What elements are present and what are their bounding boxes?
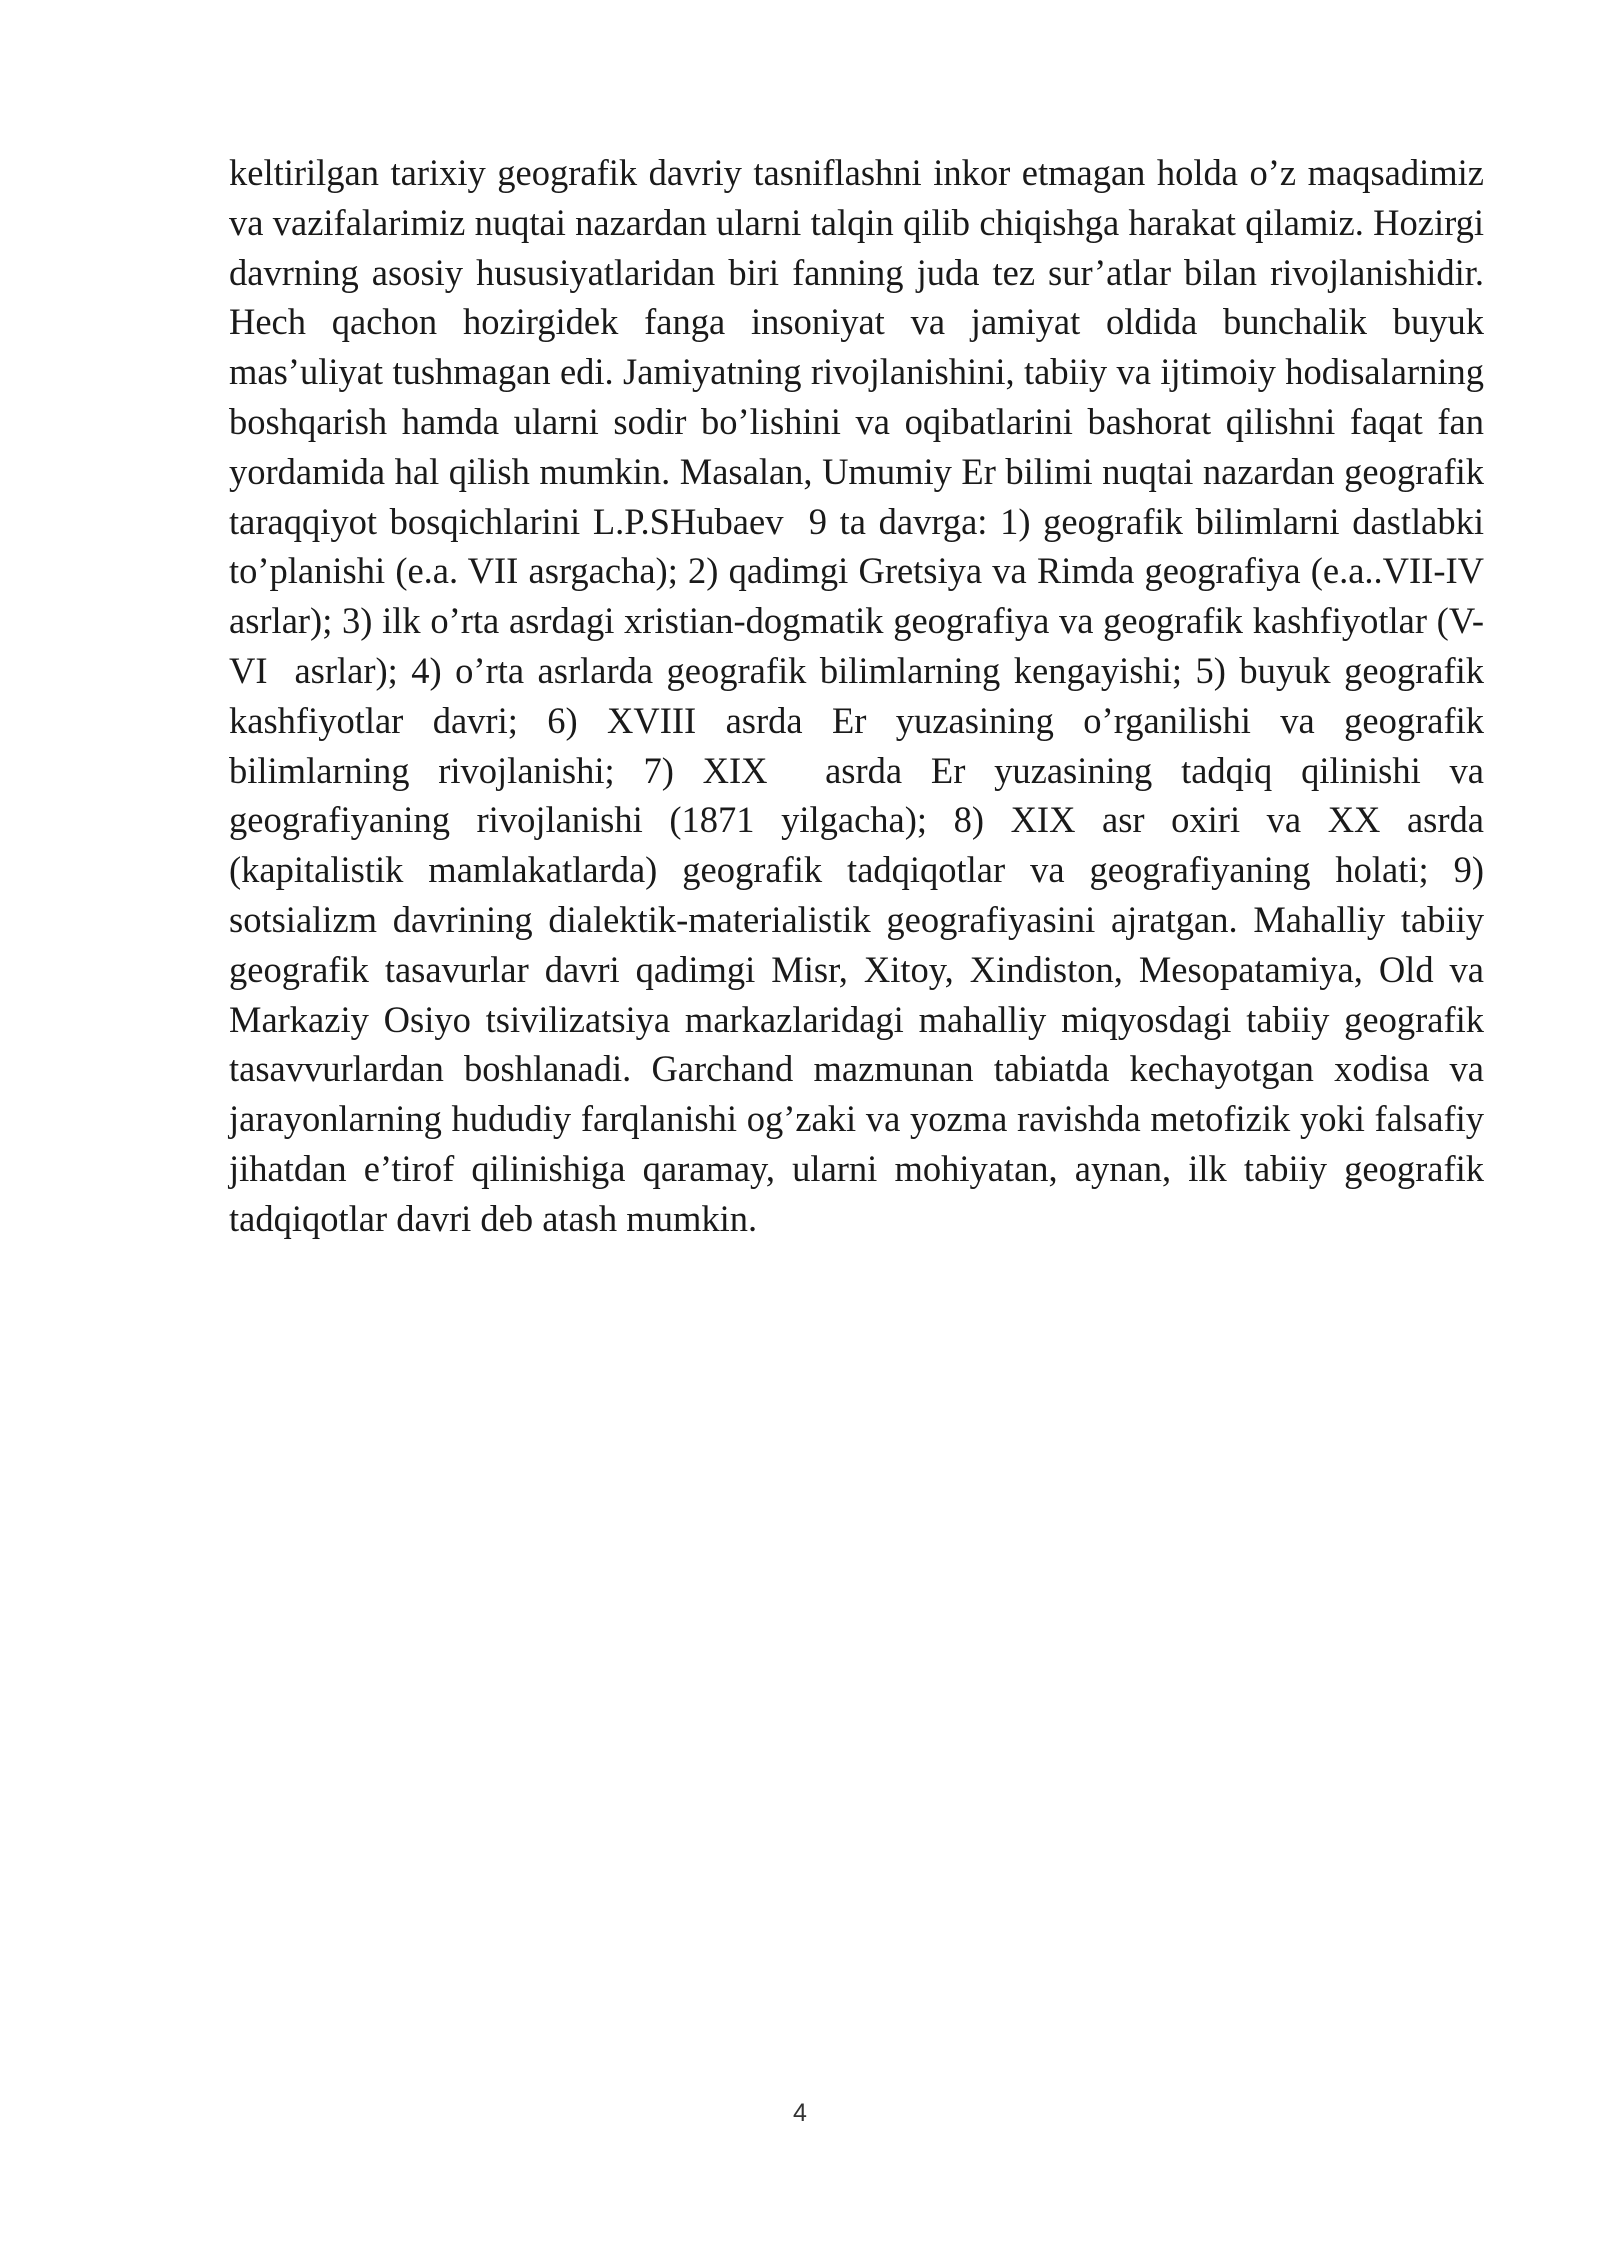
body-paragraph: keltirilgan tarixiy geografik davriy tasniflashni inkor etmagan holda o’z maqsadimiz va vazifalarimiz nuqtai nazardan ularni talqin qilib chiqishga harakat qilamiz. Hozirgi davrning asosiy hususiyatlaridan biri fanning juda tez sur’atlar bilan rivojlanishidir. Hech qachon hozirgidek fanga insoniyat va jamiyat oldida bunchalik buyuk mas’uliyat tushmagan edi. Jamiyatning rivojlanishini, tabiiy va ijtimoiy hodisalarning boshqarish hamda ularni sodir bo’lishini va oqibatlarini bashorat qilishni faqat fan yordamida hal qilish mumkin. Masalan, Umumiy Er bilimi nuqtai nazardan geografik taraqqiyot bosqichlarini L.P.SHubaev 9 ta davrga: 1) geografik bilimlarni dastlabki to’planishi (e.a. VII asrgacha); 2) qadimgi Gretsiya va Rimda geografiya (e.a..VII-IV asrlar); 3) ilk o’rta asrdagi xristian-dogmatik geografiya va geografik kashfiyotlar (V-VI asrlar); 4) o’rta asrlarda geografik bilimlarning kengayishi; 5) buyuk geografik kashfiyotlar davri; 6) XVIII asrda Er yuzasining o’rganilishi va geografik bilimlarning rivojlanishi; 7) XIX asrda Er yuzasining tadqiq qilinishi va geografiyaning rivojlanishi (1871 yilgacha); 8) XIX asr oxiri va XX asrda (kapitalistik mamlakatlarda) geografik tadqiqotlar va geografiyaning holati; 9) sotsializm davrining dialektik-materialistik geografiyasini ajratgan. Mahalliy tabiiy geografik tasavurlar davri qadimgi Misr, Xitoy, Xindiston, Mesopatamiya, Old va Markaziy Osiyo tsivilizatsiya markazlaridagi mahalliy miqyosdagi tabiiy geografik tasavvurlardan boshlanadi. Garchand mazmunan tabiatda kechayotgan xodisa va jarayonlarning hududiy farqlanishi og’zaki va yozma ravishda metofizik yoki falsafiy jihatdan e’tirof qilinishiga qaramay, ularni mohiyatan, aynan, ilk tabiiy geografik tadqiqotlar davri deb atash mumkin.: [229, 152, 1539, 1239]
page-number: 4: [793, 2099, 807, 2127]
